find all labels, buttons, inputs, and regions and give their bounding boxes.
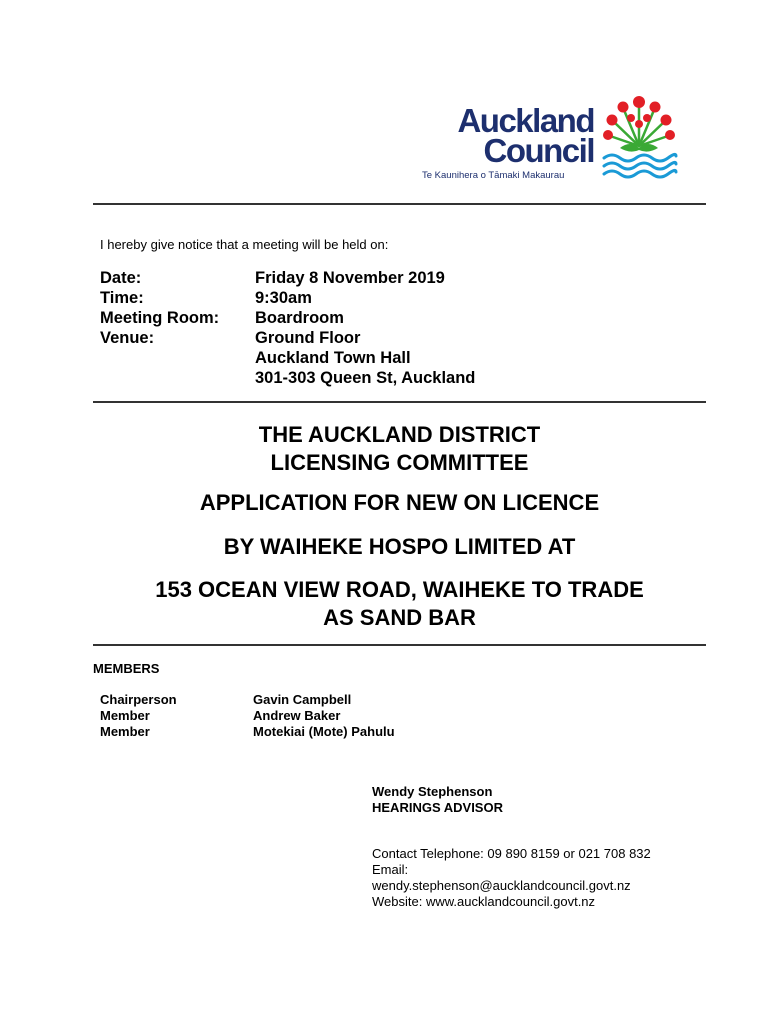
- logo-subtitle: Te Kaunihera o Tāmaki Makaurau: [422, 170, 565, 181]
- detail-label: [100, 368, 255, 388]
- contact-website-link[interactable]: Website: www.aucklandcouncil.govt.nz: [372, 894, 596, 909]
- divider-middle: [93, 401, 706, 403]
- detail-row-room: [100, 308, 475, 328]
- member-role: Member: [100, 708, 150, 723]
- member-name: Gavin Campbell: [253, 692, 352, 707]
- advisor-name: Wendy Stephenson: [372, 784, 493, 799]
- member-row: [100, 692, 395, 708]
- member-role: Chairperson: [100, 692, 177, 707]
- pohutukawa-flower-icon: [598, 94, 680, 186]
- detail-value: 301-303 Queen St, Auckland: [255, 369, 476, 387]
- detail-row-venue-2: [100, 348, 475, 368]
- contact-email-label: Email:: [372, 862, 409, 877]
- logo-word-council: Council: [483, 132, 594, 169]
- detail-label: Time:: [100, 289, 144, 307]
- detail-row-venue-3: [100, 368, 475, 388]
- member-row: [100, 724, 395, 740]
- logo-word-auckland: Auckland: [457, 102, 594, 139]
- member-name: Motekiai (Mote) Pahulu: [253, 724, 395, 739]
- members-list: [100, 692, 395, 740]
- committee-heading: [93, 421, 706, 477]
- committee-line-2: LICENSING COMMITTEE: [270, 450, 529, 475]
- detail-value: Auckland Town Hall: [255, 349, 411, 367]
- advisor-title: HEARINGS ADVISOR: [372, 800, 503, 815]
- divider-bottom: [93, 644, 706, 646]
- address-line-1: 153 OCEAN VIEW ROAD, WAIHEKE TO TRADE: [155, 577, 644, 602]
- contact-block: [372, 846, 651, 910]
- auckland-council-logo: [418, 94, 680, 186]
- application-heading: APPLICATION FOR NEW ON LICENCE: [199, 490, 600, 515]
- contact-email-link[interactable]: wendy.stephenson@aucklandcouncil.govt.nz: [372, 878, 631, 893]
- detail-label: Venue:: [100, 329, 155, 347]
- detail-row-venue: [100, 328, 475, 348]
- detail-label: Date:: [100, 269, 142, 287]
- detail-value: Ground Floor: [255, 329, 361, 347]
- detail-row-time: [100, 288, 475, 308]
- notice-text: I hereby give notice that a meeting will be held on:: [100, 237, 389, 252]
- applicant-heading: BY WAIHEKE HOSPO LIMITED AT: [223, 534, 576, 559]
- detail-label: Meeting Room:: [100, 309, 220, 327]
- detail-row-date: [100, 268, 475, 288]
- contact-phone: Contact Telephone: 09 890 8159 or 021 708 832: [372, 846, 651, 861]
- detail-value: Boardroom: [255, 309, 344, 327]
- member-name: Andrew Baker: [253, 708, 341, 723]
- detail-value: 9:30am: [255, 289, 312, 307]
- member-role: Member: [100, 724, 150, 739]
- address-heading: [93, 576, 706, 632]
- address-line-2: AS SAND BAR: [323, 605, 476, 630]
- member-row: [100, 708, 395, 724]
- divider-top: [93, 203, 706, 205]
- members-title: MEMBERS: [93, 661, 160, 676]
- detail-value: Friday 8 November 2019: [255, 269, 445, 287]
- detail-label: [100, 348, 255, 368]
- meeting-details: [100, 268, 475, 388]
- committee-line-1: THE AUCKLAND DISTRICT: [258, 422, 541, 447]
- advisor-block: [372, 784, 503, 816]
